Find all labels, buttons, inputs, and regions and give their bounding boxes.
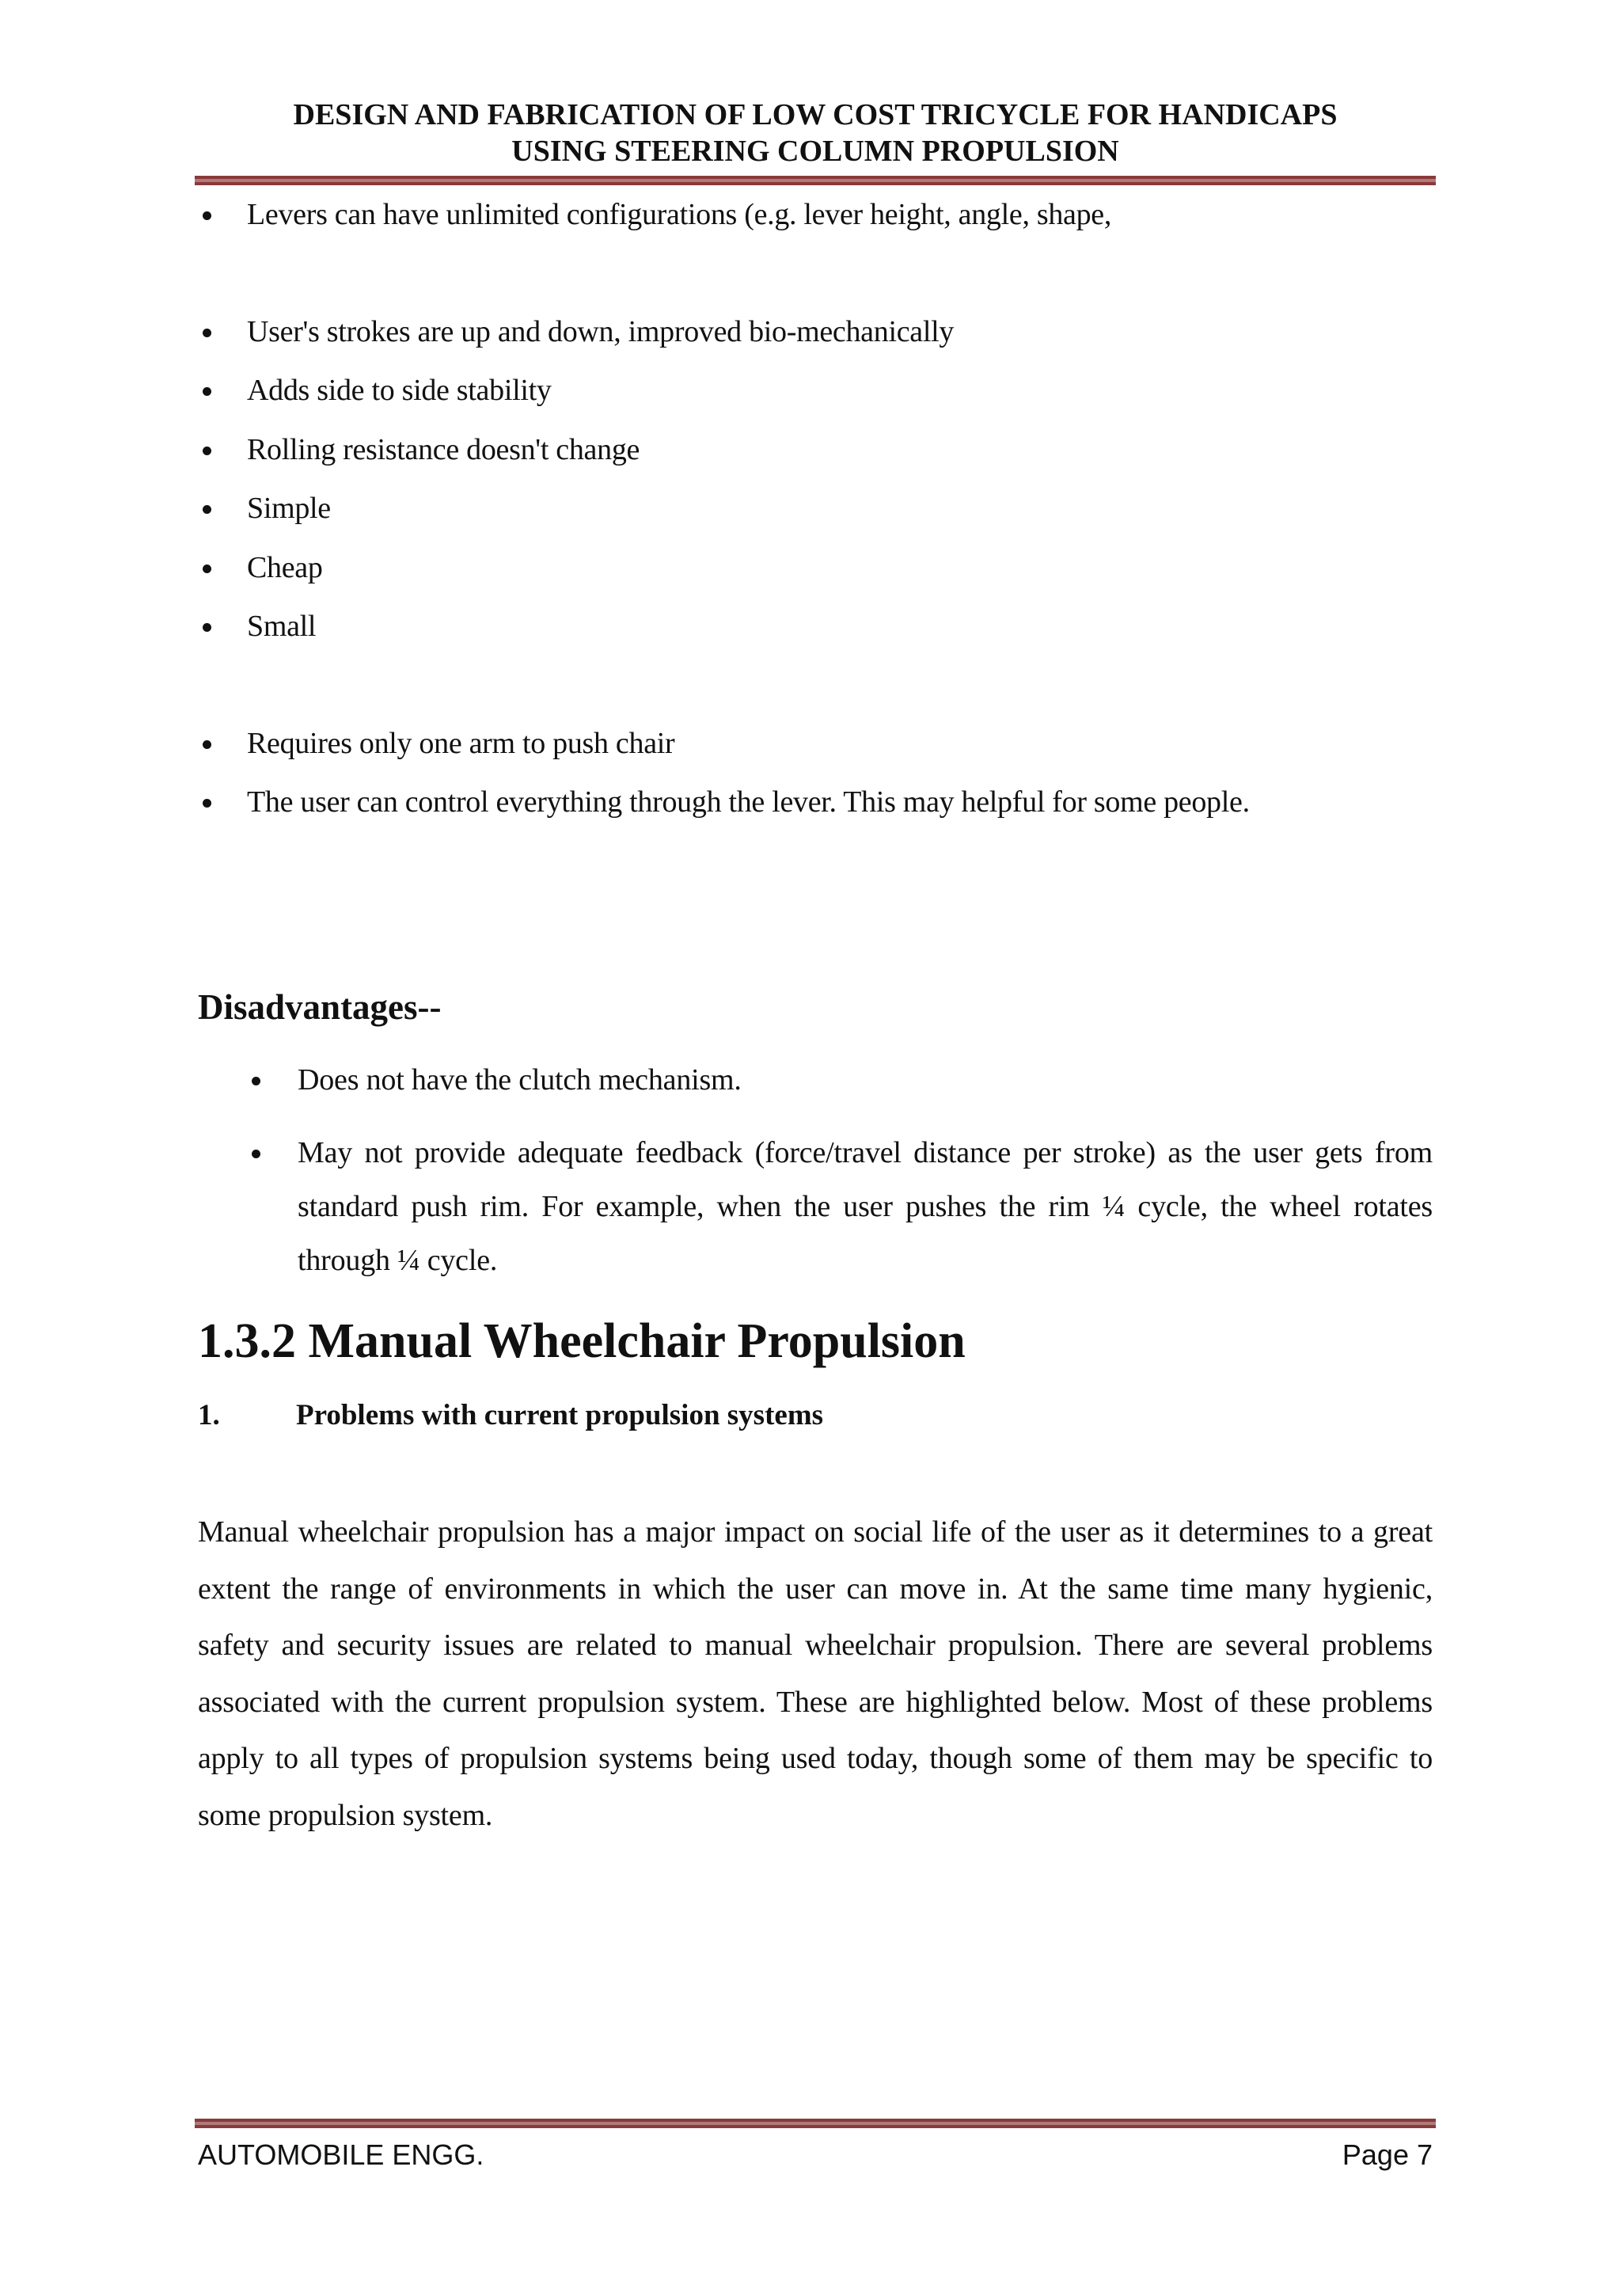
bullet-icon	[203, 329, 211, 337]
header-rule	[195, 176, 1436, 185]
header-line-2: USING STEERING COLUMN PROPULSION	[511, 135, 1119, 168]
bullet-icon	[252, 1150, 260, 1158]
footer-rule	[195, 2119, 1436, 2128]
section-title: 1.3.2 Manual Wheelchair Propulsion	[198, 1314, 966, 1368]
list-item: Levers can have unlimited configurations (e.g. lever height, angle, shape,	[198, 196, 1111, 233]
bullet-icon	[203, 447, 211, 455]
page-header	[198, 97, 1433, 169]
bullet-icon	[203, 623, 211, 632]
list-item: The user can control everything through the lever. This may helpful for some people.	[198, 784, 1250, 820]
subsection-title: Problems with current propulsion systems	[296, 1399, 824, 1431]
bullet-icon	[203, 387, 211, 396]
disadvantages-list	[245, 1053, 1433, 1287]
header-line-1: DESIGN AND FABRICATION OF LOW COST TRICYCLE FOR HANDICAPS	[293, 98, 1338, 131]
subsection-number: 1.	[198, 1399, 220, 1431]
bullet-icon	[203, 505, 211, 514]
body-paragraph: Manual wheelchair propulsion has a major impact on social life of the user as it determines to a great extent the range of environments in which the user can move in. At the same time many hygienic, safety and security issues are related to manual wheelchair propulsion. There are several problems associated with the current propulsion system. These are highlighted below. Most of these problems apply to all types of propulsion systems being used today, though some of them may be specific to some propulsion system.	[198, 1515, 1433, 1832]
bullet-icon	[203, 564, 211, 573]
subsection-heading	[198, 1397, 1433, 1434]
list-item: Requires only one arm to push chair	[198, 725, 674, 762]
list-item: User's strokes are up and down, improved bio-mechanically	[198, 314, 954, 350]
bullet-icon	[203, 740, 211, 749]
footer-department: AUTOMOBILE ENGG.	[198, 2138, 484, 2171]
list-item: Cheap	[198, 549, 323, 586]
page-number: Page 7	[1342, 2138, 1433, 2171]
bullet-icon	[203, 211, 211, 220]
list-item: Does not have the clutch mechanism.	[245, 1053, 1433, 1107]
document-page	[198, 0, 1433, 2296]
list-item: May not provide adequate feedback (force/travel distance per stroke) as the user gets from standard push rim. For example, when the user pushes the rim ¼ cycle, the wheel rotates through ¼ cycle.	[245, 1126, 1433, 1287]
bullet-icon	[203, 799, 211, 808]
list-item: Small	[198, 608, 316, 644]
list-item: Rolling resistance doesn't change	[198, 431, 640, 468]
disadvantages-heading: Disadvantages--	[198, 987, 442, 1027]
list-item: Adds side to side stability	[198, 372, 552, 409]
bullet-icon	[252, 1077, 260, 1085]
list-item: Simple	[198, 490, 331, 526]
